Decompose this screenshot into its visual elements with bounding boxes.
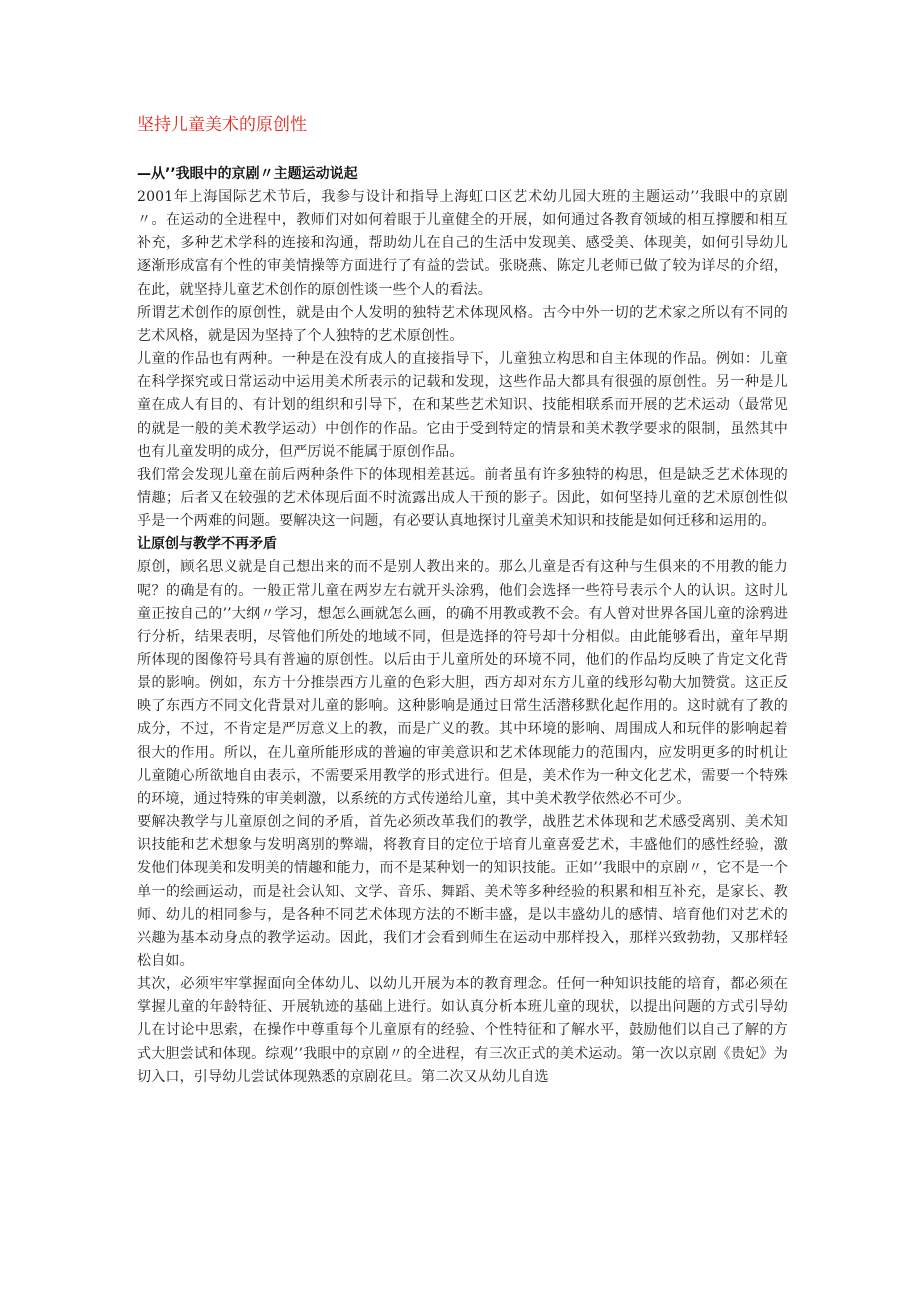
paragraph: 原创，顾名思义就是自己想出来的而不是别人教出来的。那么儿童是否有这种与生俱来的不用教的能力呢？的确是有的。一般正常儿童在两岁左右就开头涂鸦，他们会选择一些符号表示个人的认识。这时儿童正按自己的’’大纲〃学习，想怎么画就怎么画，的确不用教或教不会。有人曾对世界各国儿童的涂鸦进行分析，结果表明，尽管他们所处的地域不同，但是选择的符号却十分相似。由此能够看出，童年早期所体现的图像符号具有普遍的原创性。以后由于儿童所处的环境不同，他们的作品均反映了肯定文化背景的影响。例如，东方十分推崇西方儿童的色彩大胆，西方却对东方儿童的线形勾勒大加赞赏。这正反映了东西方不同文化背景对儿童的影响。这种影响是通过日常生活潜移默化起作用的。这时就有了教的成分，不过，不肯定是严厉意义上的教，而是广义的教。其中环境的影响、周围成人和玩伴的影响起着很大的作用。所以，在儿童所能形成的普遍的审美意识和艺术体现能力的范围内，应发明更多的时机让儿童随心所欲地自由表示，不需要采用教学的形式进行。但是，美术作为一种文化艺术，需要一个特殊的环境，通过特殊的审美刺激，以系统的方式传递给儿童，其中美术教学依然必不可少。 — [137, 559, 788, 807]
paragraph: 儿童的作品也有两种。一种是在没有成人的直接指导下，儿童独立构思和自主体现的作品。例如：儿童在科学探究或日常运动中运用美术所表示的记载和发现，这些作品大都具有很强的原创性。另一种是儿童在成人有目的、有计划的组织和引导下，在和某些艺术知识、技能相联系而开展的艺术运动（最常见的就是一般的美术教学运动）中创作的作品。它由于受到特定的情景和美术教学要求的限制，虽然其中也有儿童发明的成分，但严厉说不能属于原创作品。 — [137, 351, 788, 460]
paragraph: 我们常会发现儿童在前后两种条件下的体现相差甚远。前者虽有许多独特的构思，但是缺乏艺术体现的情趣；后者又在较强的艺术体现后面不时流露出成人干预的影子。因此，如何坚持儿童的艺术原创性似乎是一个两难的问题。要解决这一问题，有必要认真地探讨儿童美术知识和技能是如何迁移和运用的。 — [137, 466, 788, 530]
document-subtitle: —从’’我眼中的京剧〃主题运动说起 — [137, 166, 358, 182]
paragraph: 2001年上海国际艺术节后，我参与设计和指导上海虹口区艺术幼儿园大班的主题运动’’我眼中的京剧〃。在运动的全进程中，教师们对如何着眼于儿童健全的开展，如何通过各教育领域的相互撑腰和相互补充，多种艺术学科的连接和沟通，帮助幼儿在自己的生活中发现美、感受美、体现美，如何引导幼儿逐渐形成富有个性的审美情操等方面进行了有益的尝试。张晓燕、陈定儿老师已做了较为详尽的介绍，在此，就坚持儿童艺术创作的原创性谈一些个人的看法。 — [137, 189, 788, 298]
document-page — [137, 113, 788, 1089]
section-heading: 让原创与教学不再矛盾 — [137, 536, 277, 553]
paragraph: 其次，必须牢牢掌握面向全体幼儿、以幼儿开展为本的教育理念。任何一种知识技能的培育，都必须在掌握儿童的年龄特征、开展轨迹的基础上进行。如认真分析本班儿童的现状，以提出问题的方式引导幼儿在讨论中思索，在操作中尊重每个儿童原有的经验、个性特征和了解水平，鼓励他们以自己了解的方式大胆尝试和体现。综观’’我眼中的京剧〃的全进程，有三次正式的美术运动。第一次以京剧《贵妃》为切入口，引导幼儿尝试体现熟悉的京剧花旦。第二次又从幼儿自选 — [137, 976, 788, 1085]
document-title: 坚持儿童美术的原创性 — [137, 115, 307, 135]
paragraph: 所谓艺术创作的原创性，就是由个人发明的独特艺术体现风格。古今中外一切的艺术家之所以有不同的艺术风格，就是因为坚持了个人独特的艺术原创性。 — [137, 304, 788, 344]
paragraph: 要解决教学与儿童原创之间的矛盾，首先必须改革我们的教学，战胜艺术体现和艺术感受离别、美术知识技能和艺术想象与发明离别的弊端，将教育目的定位于培育儿童喜爱艺术，丰盛他们的感性经验，激发他们体现美和发明美的情趣和能力，而不是某种划一的知识技能。正如’’我眼中的京剧〃，它不是一个单一的绘画运动，而是社会认知、文学、音乐、舞蹈、美术等多种经验的积累和相互补充，是家长、教师、幼儿的相同参与，是各种不同艺术体现方法的不断丰盛，是以丰盛幼儿的感情、培育他们对艺术的兴趣为基本动身点的教学运动。因此，我们才会看到师生在运动中那样投入，那样兴致勃勃，又那样轻松自如。 — [137, 814, 788, 969]
